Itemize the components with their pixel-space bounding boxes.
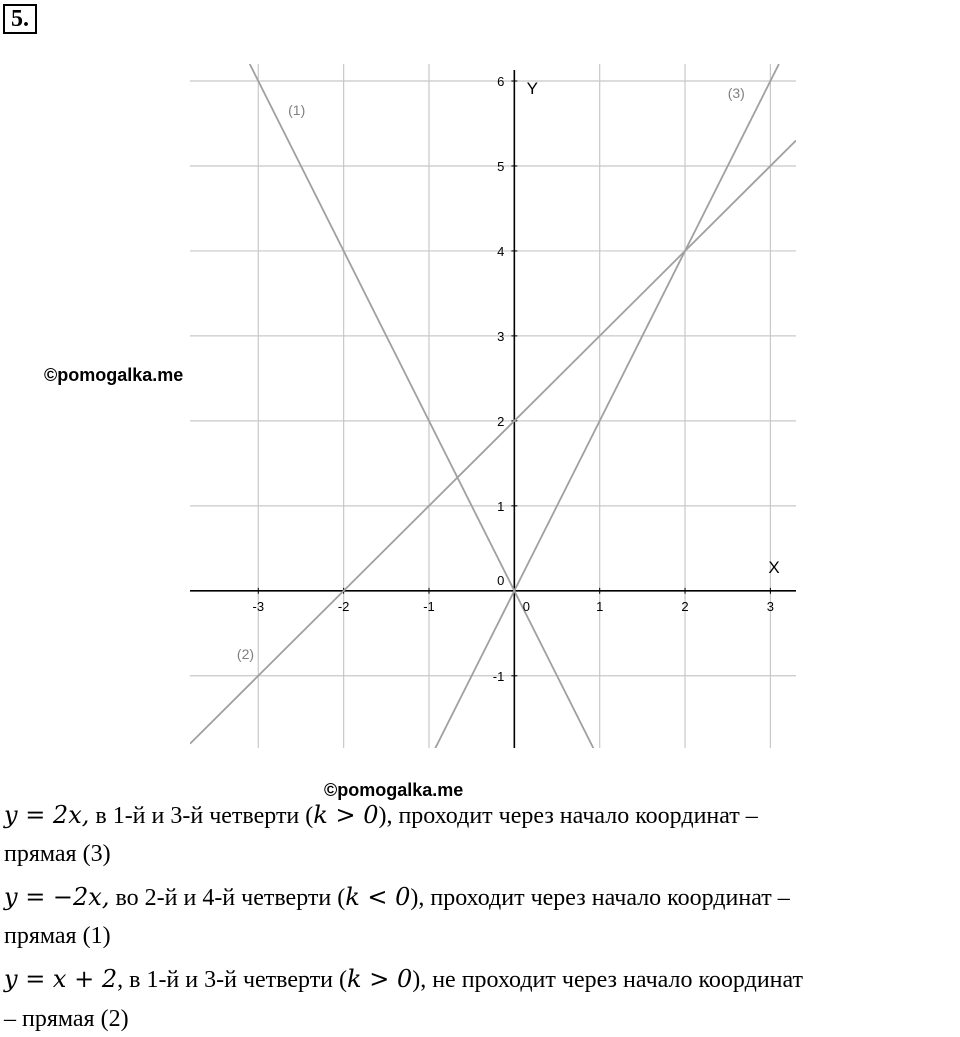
watermark: ©pomogalka.me [324, 780, 464, 800]
x-tick-label: 0 [522, 598, 530, 614]
condition: k > 0 [313, 801, 379, 829]
condition: k < 0 [345, 883, 411, 911]
y-axis-label: Y [526, 79, 539, 98]
answer-line-3 [4, 883, 790, 912]
equation: y = −2x, [4, 883, 110, 911]
answer-text: , в 1-й и 3-й четверти ( [117, 967, 348, 993]
y-tick-label: 0 [497, 572, 505, 588]
series-line [190, 140, 796, 743]
y-tick-label: 4 [497, 243, 505, 259]
answer-line-2: прямая (3) [4, 841, 111, 867]
equation: y = x + 2 [4, 965, 118, 993]
problem-number: 5. [3, 4, 37, 34]
series-label: (3) [727, 84, 745, 101]
x-tick-label: -1 [423, 598, 435, 614]
answer-text: в 1-й и 3-й четверти ( [89, 803, 314, 829]
y-tick-label: 1 [497, 498, 505, 514]
x-tick-label: -3 [252, 598, 265, 614]
x-tick-label: 2 [681, 598, 689, 614]
answer-text: во 2-й и 4-й четверти ( [109, 885, 346, 911]
y-tick-label: 5 [497, 158, 505, 174]
x-tick-label: 3 [766, 598, 775, 614]
answer-line-1 [4, 801, 758, 830]
answer-line-4: прямая (1) [4, 923, 111, 949]
series [190, 64, 796, 752]
answer-tail: ), проходит через начало координат – [378, 803, 758, 829]
series-line [433, 64, 779, 752]
x-tick-label: -2 [337, 598, 350, 614]
y-tick-label: 3 [497, 328, 505, 344]
grid [190, 64, 796, 748]
condition: k > 0 [347, 965, 413, 993]
axes [190, 70, 796, 748]
series-label: (1) [288, 101, 306, 118]
answer-line-5 [4, 965, 803, 994]
series-label: (2) [236, 645, 255, 662]
y-tick-label: -1 [492, 668, 505, 684]
x-axis-label: X [768, 557, 780, 577]
answer-tail: ), не проходит через начало координат [412, 967, 804, 993]
answer-line-6: – прямая (2) [4, 1006, 129, 1032]
y-tick-label: 6 [497, 73, 505, 89]
series-line [250, 64, 596, 752]
watermark: ©pomogalka.me [44, 365, 184, 385]
y-tick-label: 2 [497, 413, 505, 429]
x-tick-label: 1 [596, 598, 604, 614]
answer-tail: ), проходит через начало координат – [410, 885, 790, 911]
equation: y = 2x, [4, 801, 90, 829]
